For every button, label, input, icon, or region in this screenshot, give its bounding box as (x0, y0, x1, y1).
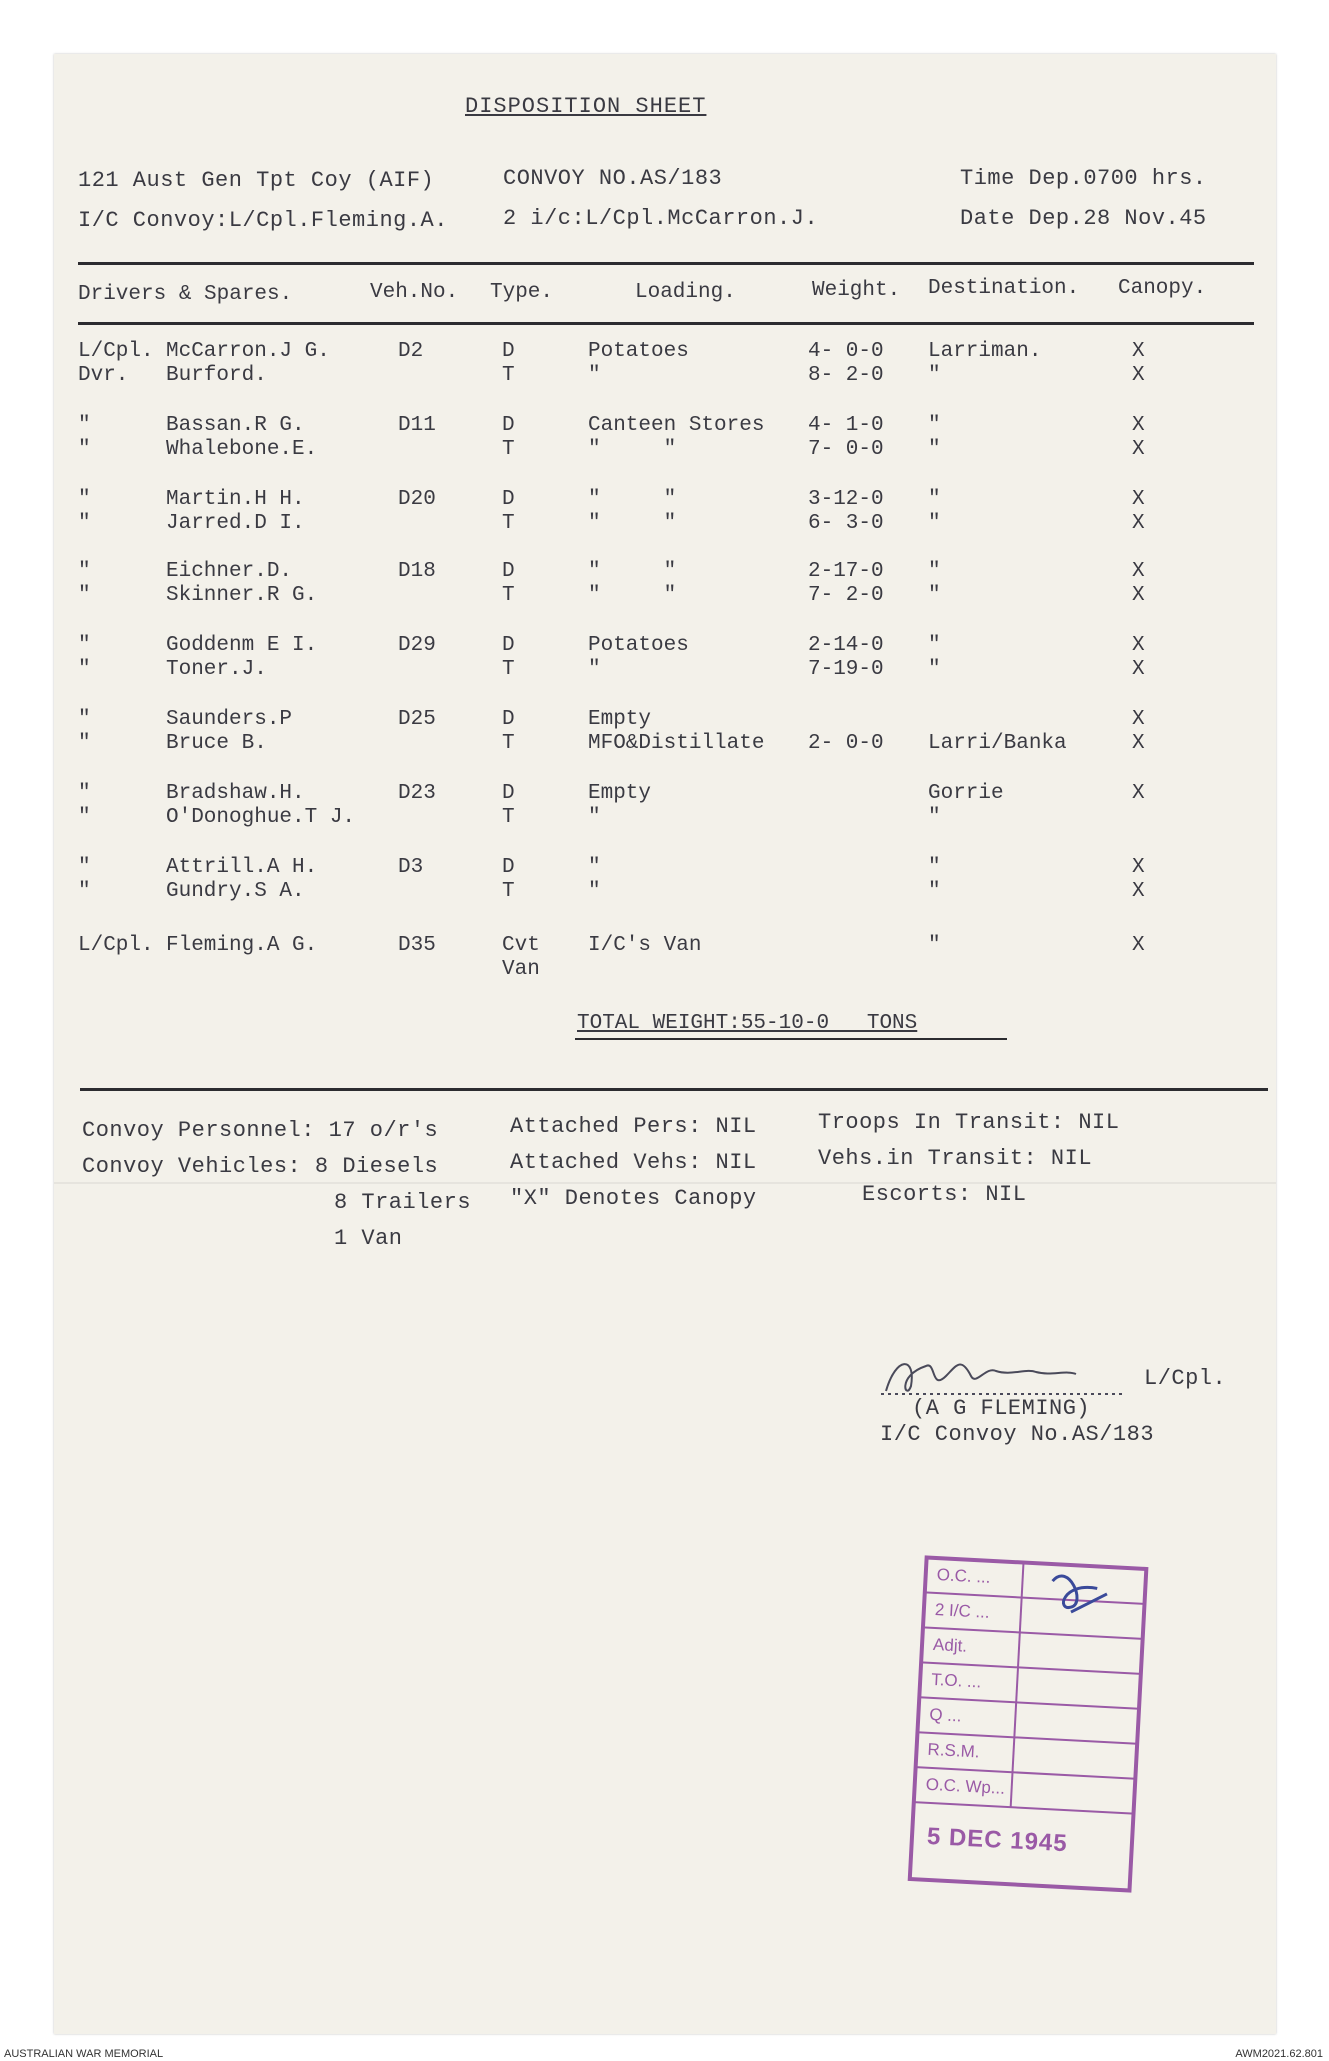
paper-fold (54, 1182, 1276, 1184)
attached-vehs: Attached Vehs: NIL (510, 1150, 757, 1175)
cell-weight: 7- 2-0 (808, 584, 884, 607)
cell-type: T (502, 732, 515, 755)
time-departure: Time Dep.0700 hrs. (960, 166, 1207, 191)
cell-loading: " (588, 806, 601, 829)
stamp-line: R.S.M. (927, 1739, 980, 1762)
convoy-trailers: 8 Trailers (334, 1190, 472, 1215)
cell-name: McCarron.J G. (166, 340, 330, 363)
cell-loading: I/C's Van (588, 934, 702, 957)
cell-loading: " " (588, 584, 677, 607)
vehs-in-transit: Vehs.in Transit: NIL (818, 1146, 1093, 1171)
cell-loading: " (588, 880, 601, 903)
cell-weight: 2- 0-0 (808, 732, 884, 755)
cell-loading: " (588, 364, 601, 387)
header-weight: Weight. (812, 279, 901, 302)
second-in-charge: 2 i/c:L/Cpl.McCarron.J. (503, 206, 819, 231)
cell-canopy: X (1132, 512, 1145, 535)
cell-loading: " (588, 856, 601, 879)
stamp-line: T.O. ... (930, 1669, 982, 1692)
header-rule-bottom (78, 322, 1254, 325)
cell-type: T (502, 806, 515, 829)
cell-rank: " (78, 438, 91, 461)
cell-loading: " " (588, 438, 677, 461)
cell-dest: " (928, 488, 941, 511)
cell-veh: D20 (398, 488, 436, 511)
cell-loading: Potatoes (588, 634, 689, 657)
cell-dest: " (928, 934, 941, 957)
cell-weight: 7- 0-0 (808, 438, 884, 461)
cell-loading: " " (588, 512, 677, 535)
summary-rule (80, 1088, 1268, 1091)
cell-type: Van (502, 958, 540, 981)
cell-type: D (502, 488, 515, 511)
total-underline (575, 1038, 1007, 1040)
cell-veh: D29 (398, 634, 436, 657)
cell-dest: " (928, 414, 941, 437)
cell-type: D (502, 340, 515, 363)
cell-loading: Canteen Stores (588, 414, 765, 437)
cell-rank: " (78, 806, 91, 829)
cell-loading: Empty (588, 782, 652, 805)
cell-type: D (502, 414, 515, 437)
cell-rank: " (78, 634, 91, 657)
cell-rank: " (78, 560, 91, 583)
page-title: DISPOSITION SHEET (465, 94, 707, 119)
cell-type: T (502, 438, 515, 461)
cell-canopy: X (1132, 364, 1145, 387)
cell-loading: MFO&Distillate (588, 732, 765, 755)
cell-weight: 4- 1-0 (808, 414, 884, 437)
cell-type: T (502, 364, 515, 387)
cell-canopy: X (1132, 934, 1145, 957)
cell-rank: " (78, 512, 91, 535)
cell-canopy: X (1132, 584, 1145, 607)
signature-role: I/C Convoy No.AS/183 (880, 1422, 1155, 1447)
cell-dest: " (928, 364, 941, 387)
cell-name: Fleming.A G. (166, 934, 318, 957)
total-weight: TOTAL WEIGHT:55-10-0 TONS (577, 1012, 918, 1035)
header-canopy: Canopy. (1118, 277, 1207, 300)
stamp-line: O.C. ... (936, 1565, 992, 1587)
cell-rank: " (78, 732, 91, 755)
cell-weight: 7-19-0 (808, 658, 884, 681)
cell-dest: Gorrie (928, 782, 1004, 805)
cell-canopy: X (1132, 634, 1145, 657)
cell-canopy: X (1132, 732, 1145, 755)
cell-dest: Larriman. (928, 340, 1042, 363)
cell-name: Eichner.D. (166, 560, 293, 583)
header-type: Type. (490, 281, 554, 304)
cell-veh: D11 (398, 414, 436, 437)
table-row (0, 958, 1329, 1018)
date-departure: Date Dep.28 Nov.45 (960, 206, 1207, 231)
cell-dest: " (928, 856, 941, 879)
cell-type: D (502, 560, 515, 583)
cell-dest: " (928, 880, 941, 903)
cell-name: Bassan.R G. (166, 414, 305, 437)
cell-name: Attrill.A H. (166, 856, 318, 879)
cell-canopy: X (1132, 438, 1145, 461)
convoy-personnel: Convoy Personnel: 17 o/r's (82, 1118, 439, 1143)
stamp-date: 5 DEC 1945 (926, 1822, 1069, 1858)
cell-name: Toner.J. (166, 658, 267, 681)
cell-canopy: X (1132, 560, 1145, 583)
cell-veh: D18 (398, 560, 436, 583)
attached-pers: Attached Pers: NIL (510, 1114, 757, 1139)
cell-name: Bruce B. (166, 732, 267, 755)
cell-weight: 8- 2-0 (808, 364, 884, 387)
cell-rank: " (78, 488, 91, 511)
cell-veh: D2 (398, 340, 424, 363)
header-drivers: Drivers & Spares. (78, 283, 293, 306)
cell-name: Skinner.R G. (166, 584, 318, 607)
footer-archive: AUSTRALIAN WAR MEMORIAL (4, 2048, 164, 2060)
cell-rank: Dvr. (78, 364, 129, 387)
cell-dest: " (928, 584, 941, 607)
cell-type: D (502, 782, 515, 805)
cell-veh: D3 (398, 856, 424, 879)
footer-reference: AWM2021.62.801 (1235, 2048, 1323, 2060)
cell-name: O'Donoghue.T J. (166, 806, 356, 829)
cell-type: T (502, 658, 515, 681)
cell-dest: Larri/Banka (928, 732, 1067, 755)
header-destination: Destination. (928, 277, 1080, 300)
cell-canopy: X (1132, 708, 1145, 731)
cell-name: Martin.H H. (166, 488, 305, 511)
cell-type: D (502, 708, 515, 731)
cell-weight: 2-14-0 (808, 634, 884, 657)
cell-dest: " (928, 438, 941, 461)
cell-rank: " (78, 782, 91, 805)
cell-canopy: X (1132, 414, 1145, 437)
cell-weight: 2-17-0 (808, 560, 884, 583)
canopy-note: "X" Denotes Canopy (510, 1186, 757, 1211)
cell-type: Cvt (502, 934, 540, 957)
header-rule-top (78, 262, 1254, 265)
stamp-line: Adjt. (932, 1634, 968, 1656)
header-veh-no: Veh.No. (370, 281, 459, 304)
office-routing-stamp (907, 1554, 1150, 1895)
troops-in-transit: Troops In Transit: NIL (818, 1110, 1120, 1135)
cell-dest: " (928, 806, 941, 829)
table-row (0, 880, 1329, 940)
cell-loading: Potatoes (588, 340, 689, 363)
cell-rank: " (78, 880, 91, 903)
cell-rank: " (78, 856, 91, 879)
cell-dest: " (928, 512, 941, 535)
cell-loading: " " (588, 488, 677, 511)
cell-rank: " (78, 658, 91, 681)
cell-loading: " " (588, 560, 677, 583)
cell-rank: " (78, 584, 91, 607)
cell-canopy: X (1132, 488, 1145, 511)
cell-type: D (502, 856, 515, 879)
cell-canopy: X (1132, 880, 1145, 903)
cell-veh: D25 (398, 708, 436, 731)
cell-name: Whalebone.E. (166, 438, 318, 461)
cell-type: T (502, 512, 515, 535)
signature-rank: L/Cpl. (1144, 1366, 1227, 1391)
convoy-van: 1 Van (334, 1226, 403, 1251)
cell-dest: " (928, 634, 941, 657)
cell-canopy: X (1132, 856, 1145, 879)
cell-name: Burford. (166, 364, 267, 387)
cell-weight: 4- 0-0 (808, 340, 884, 363)
cell-weight: 3-12-0 (808, 488, 884, 511)
cell-dest: " (928, 658, 941, 681)
cell-canopy: X (1132, 340, 1145, 363)
convoy-vehicles: Convoy Vehicles: 8 Diesels (82, 1154, 439, 1179)
stamp-line: 2 I/C ... (934, 1599, 991, 1622)
cell-veh: D35 (398, 934, 436, 957)
cell-canopy: X (1132, 782, 1145, 805)
cell-weight: 6- 3-0 (808, 512, 884, 535)
cell-rank: " (78, 708, 91, 731)
signature-name: (A G FLEMING) (912, 1396, 1091, 1421)
cell-type: T (502, 584, 515, 607)
cell-loading: Empty (588, 708, 652, 731)
cell-loading: " (588, 658, 601, 681)
cell-type: D (502, 634, 515, 657)
cell-name: Bradshaw.H. (166, 782, 305, 805)
cell-canopy: X (1132, 658, 1145, 681)
cell-name: Saunders.P (166, 708, 293, 731)
cell-rank: L/Cpl. (78, 934, 154, 957)
cell-veh: D23 (398, 782, 436, 805)
unit-name: 121 Aust Gen Tpt Coy (AIF) (78, 168, 435, 193)
stamp-line: Q ... (928, 1704, 963, 1726)
convoy-number: CONVOY NO.AS/183 (503, 166, 723, 191)
cell-type: T (502, 880, 515, 903)
cell-rank: " (78, 414, 91, 437)
cell-rank: L/Cpl. (78, 340, 154, 363)
ic-convoy: I/C Convoy:L/Cpl.Fleming.A. (78, 208, 448, 233)
cell-dest: " (928, 560, 941, 583)
cell-name: Jarred.D I. (166, 512, 305, 535)
cell-name: Gundry.S A. (166, 880, 305, 903)
cell-name: Goddenm E I. (166, 634, 318, 657)
escorts: Escorts: NIL (862, 1182, 1027, 1207)
stamp-line: O.C. Wp... (925, 1774, 1006, 1798)
header-loading: Loading. (635, 281, 736, 304)
